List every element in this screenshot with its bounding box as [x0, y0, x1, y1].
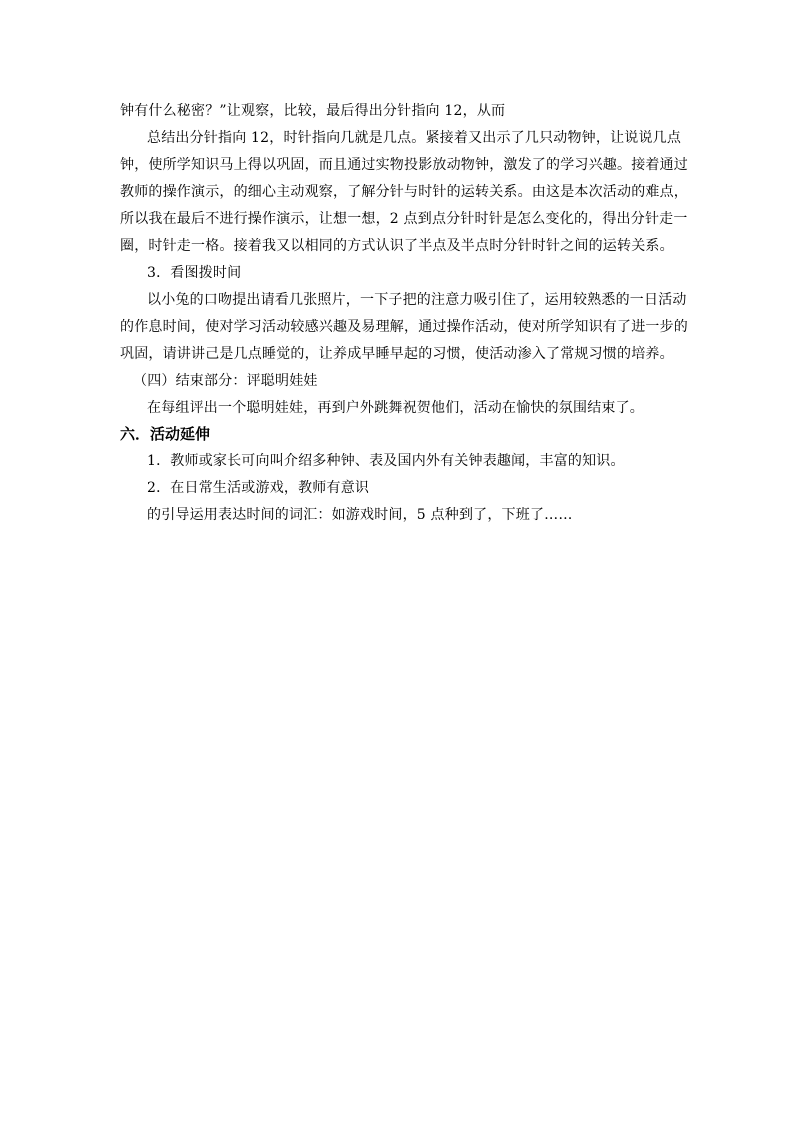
list-item: 1．教师或家长可向叫介绍多种钟、表及国内外有关钟表趣闻，丰富的知识。	[147, 453, 625, 469]
section-heading: 六．活动延伸	[120, 425, 211, 443]
paragraph-line: 所以我在最后不进行操作演示，让想一想，2 点到点分针时针是怎么变化的，得出分针走一	[120, 211, 688, 227]
list-item: 2．在日常生活或游戏，教师有意识	[147, 480, 370, 496]
paragraph-line: 钟有什么秘密？”让观察，比较，最后得出分针指向 12，从而	[120, 103, 506, 119]
paragraph-line: 巩固，请讲讲己是几点睡觉的，让养成早睡早起的习惯，使活动渗入了常规习惯的培养。	[120, 346, 674, 362]
paragraph-line: 圈，时针走一格。接着我又以相同的方式认识了半点及半点时分针时针之间的运转关系。	[120, 238, 674, 254]
paragraph-line: 教师的操作演示，的细心主动观察，了解分针与时针的运转关系。由这是本次活动的难点，	[120, 184, 688, 200]
subsection-title: 3．看图拨时间	[147, 265, 242, 281]
paragraph-line: 在每组评出一个聪明娃娃，再到户外跳舞祝贺他们，活动在愉快的氛围结束了。	[147, 400, 644, 416]
paragraph-line: 钟，使所学知识马上得以巩固，而且通过实物投影放动物钟，激发了的学习兴趣。接着通过	[120, 157, 688, 173]
paragraph-line: 总结出分针指向 12，时针指向几就是几点。紧接着又出示了几只动物钟，让说说几点	[147, 130, 682, 146]
paragraph-line: 以小兔的口吻提出请看几张照片，一下子把的注意力吸引住了，运用较熟悉的一日活动	[147, 292, 687, 308]
subsection-title: （四）结束部分：评聪明娃娃	[133, 373, 318, 389]
paragraph-line: 的作息时间，使对学习活动较感兴趣及易理解，通过操作活动，使对所学知识有了进一步的	[120, 319, 688, 335]
paragraph-line: 的引导运用表达时间的词汇：如游戏时间，5 点种到了，下班了……	[147, 507, 573, 523]
